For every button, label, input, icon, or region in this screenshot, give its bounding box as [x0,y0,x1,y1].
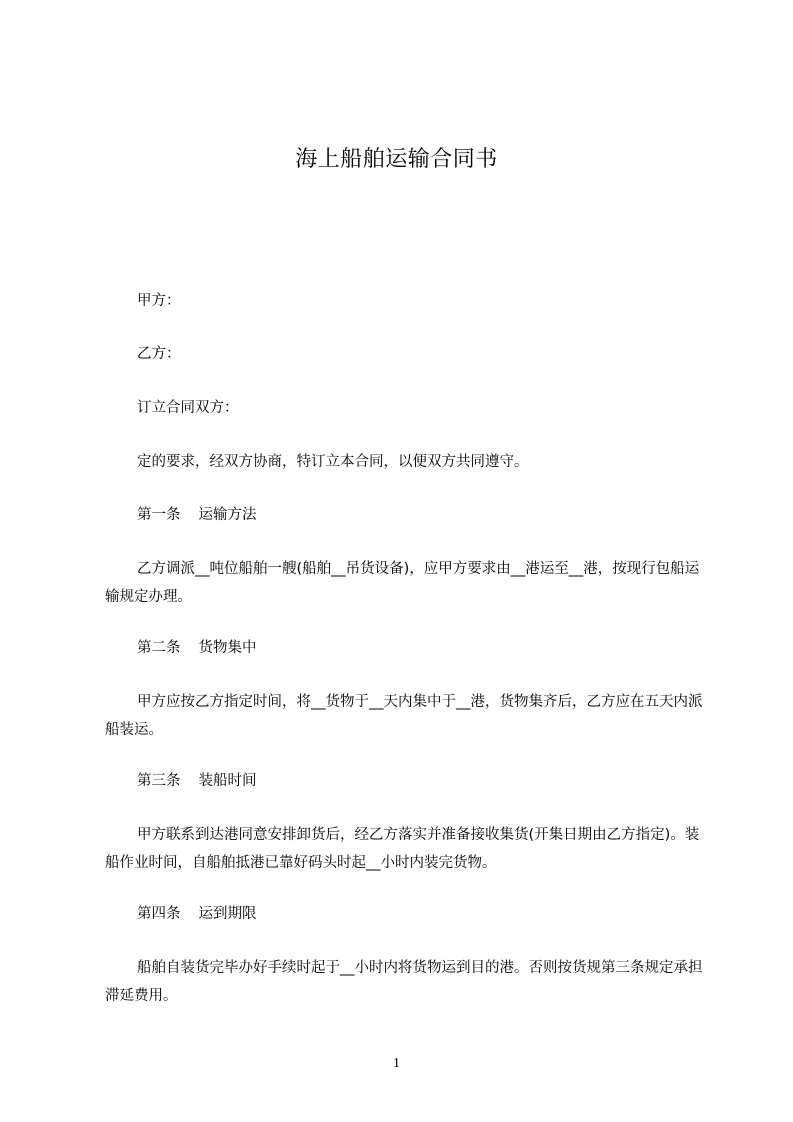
article-4-heading [105,900,703,928]
article-3-heading [105,767,703,795]
article-number: 第二条 [137,640,181,656]
article-title: 运输方法 [198,507,257,523]
contracting-parties-line: 订立合同双方： [137,400,239,416]
article-2-heading [105,634,703,662]
party-a-line: 甲方： [137,293,181,309]
party-b-line: 乙方： [137,346,181,362]
article-2-body: 甲方应按乙方指定时间，将__货物于__天内集中于__港，货物集齐后，乙方应在五天内派船装运。 [105,694,703,738]
preamble: 定的要求，经双方协商，特订立本合同，以便双方共同遵守。 [137,454,529,470]
article-title: 货物集中 [198,640,257,656]
article-3-body: 甲方联系到达港同意安排卸货后，经乙方落实并准备接收集货(开集日期由乙方指定)。装船作业时间，自船舶抵港已靠好码头时起__小时内装完货物。 [105,827,700,871]
article-1-body: 乙方调派__吨位船舶一艘(船舶__吊货设备)，应甲方要求由__港运至__港，按现行包船运输规定办理。 [105,561,700,605]
document-title: 海上船舶运输合同书 [295,147,498,172]
article-number: 第四条 [137,906,181,922]
article-number: 第三条 [137,773,181,789]
article-number: 第一条 [137,507,181,523]
page-number: 1 [393,1056,400,1071]
article-4-body: 船舶自装货完毕办好手续时起于__小时内将货物运到目的港。否则按货规第三条规定承担滞延费用。 [105,960,703,1004]
article-title: 装船时间 [198,773,257,789]
article-title: 运到期限 [198,906,257,922]
article-1-heading [105,501,703,529]
